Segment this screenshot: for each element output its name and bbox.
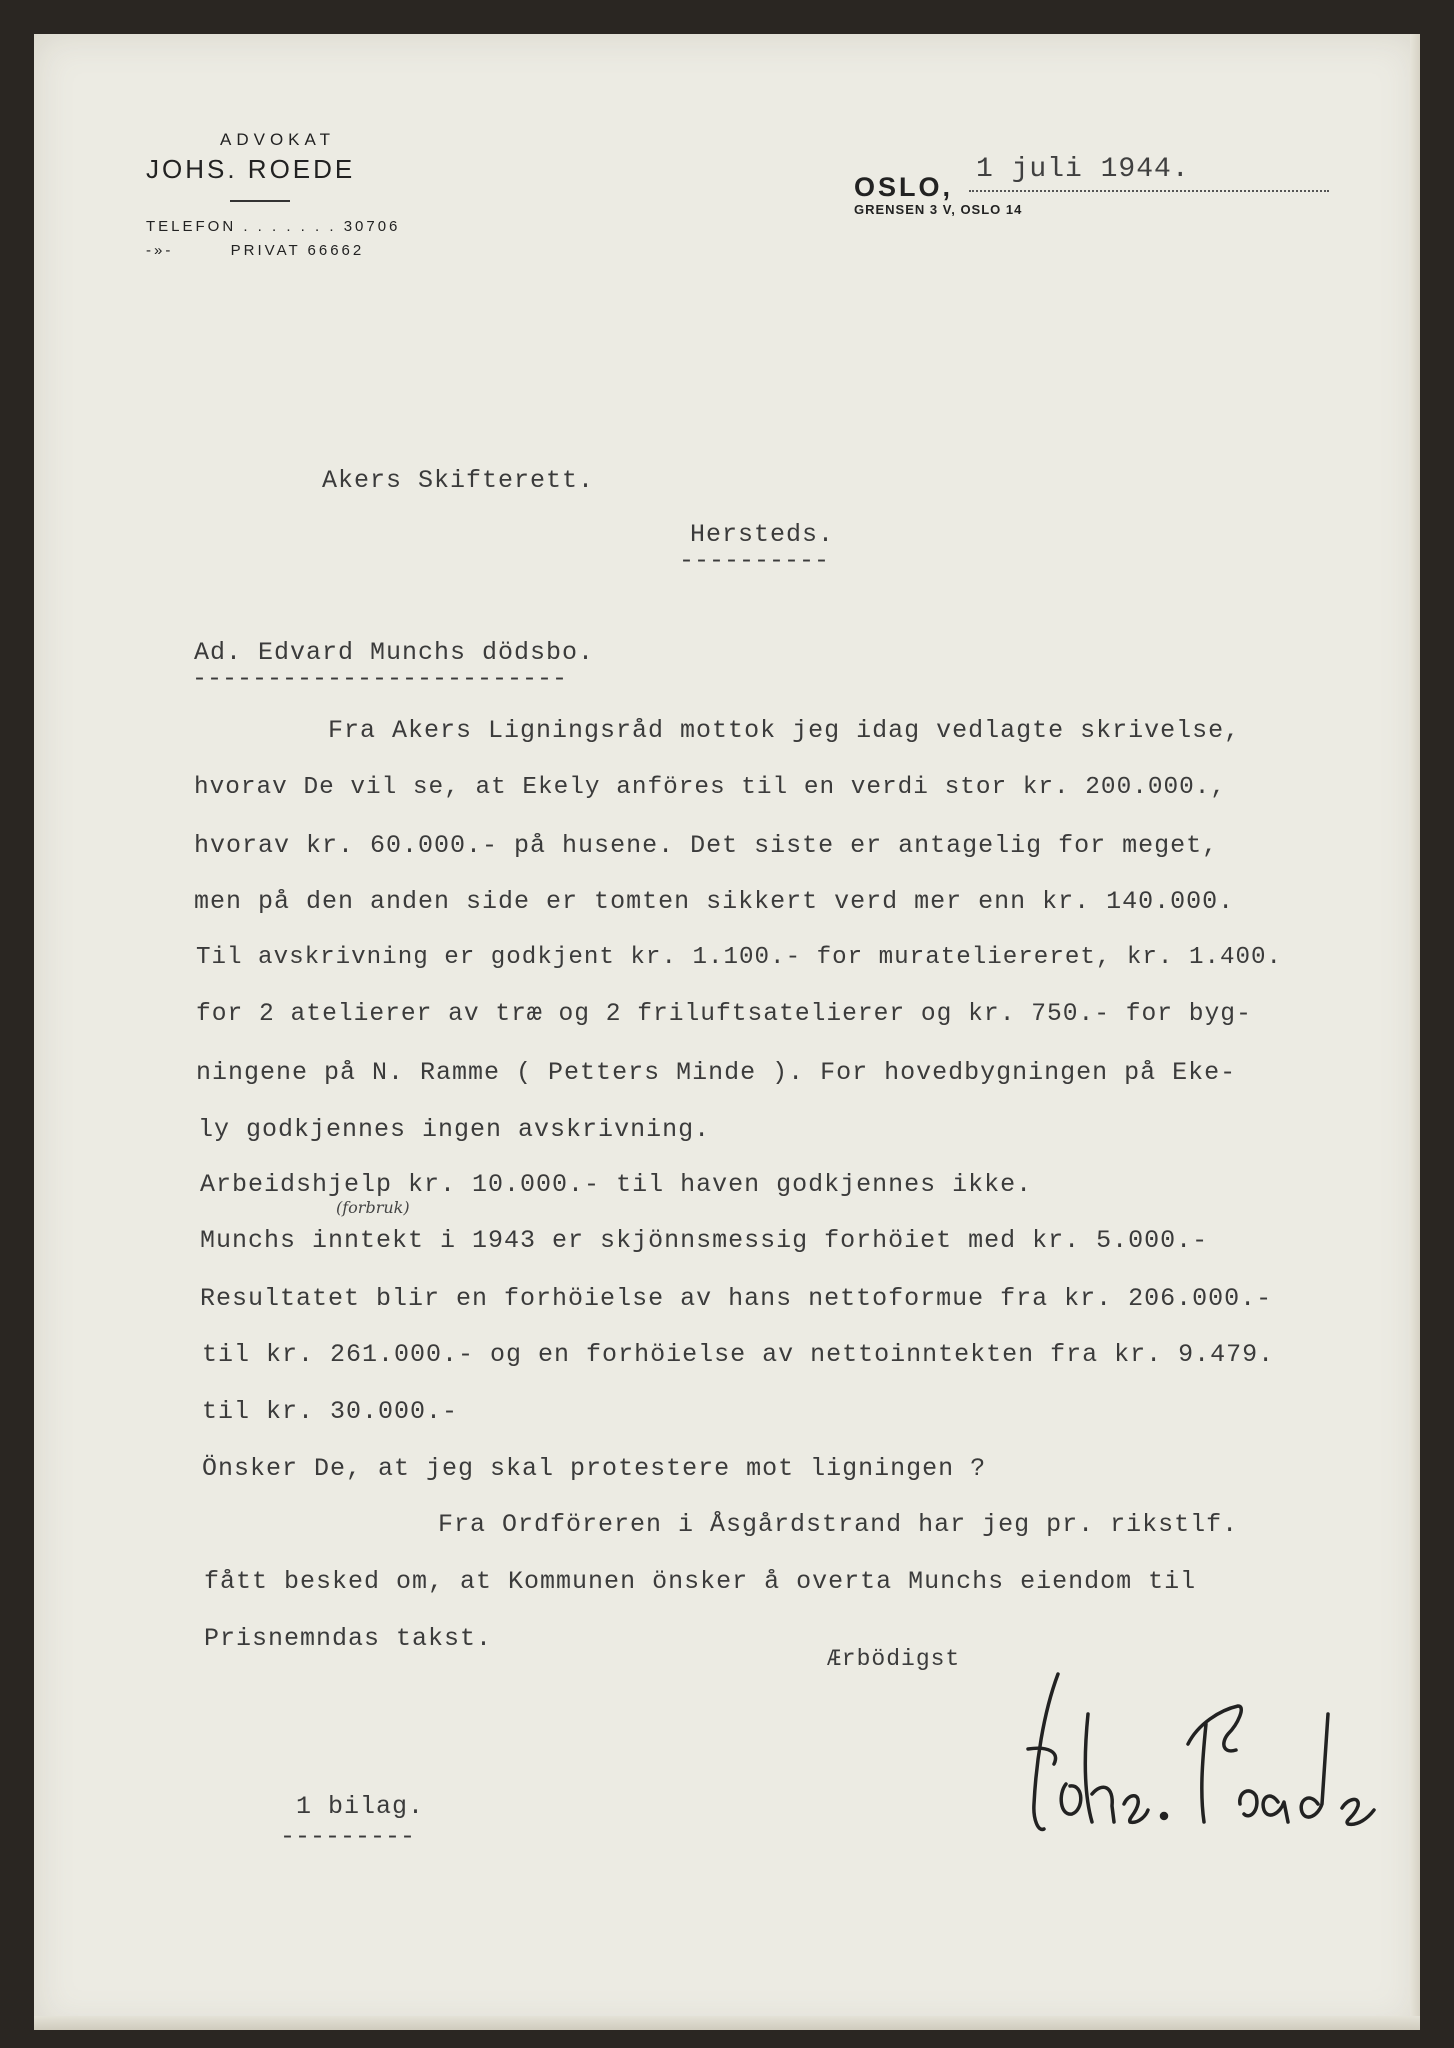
paper-edge-bottom xyxy=(34,2016,1420,2030)
place-underline: ---------- xyxy=(679,546,830,575)
body-line: Til avskrivning er godkjent kr. 1.100.- for murateliereret, kr. 1.400. xyxy=(196,944,1283,971)
body-line: ningene på N. Ramme ( Petters Minde ). For hovedbygningen på Eke- xyxy=(196,1058,1237,1087)
letterhead-title: ADVOKAT xyxy=(220,130,335,149)
body-line: ly godkjennes ingen avskrivning. xyxy=(198,1115,711,1144)
enclosure: 1 bilag. xyxy=(296,1792,425,1821)
place: Hersteds. xyxy=(690,520,835,549)
date-line xyxy=(969,190,1329,192)
letter-page xyxy=(34,34,1420,2030)
body-line: men på den anden side er tomten sikkert verd mer enn kr. 140.000. xyxy=(194,887,1235,916)
body-line: hvorav kr. 60.000.- på husene. Det siste er antagelig for meget, xyxy=(194,831,1219,860)
body-line: Munchs inntekt i 1943 er skjönnsmessig forhöiet med kr. 5.000.- xyxy=(200,1226,1209,1255)
body-line: Önsker De, at jeg skal protestere mot ligningen ? xyxy=(202,1454,987,1483)
body-line: fått besked om, at Kommunen önsker å overta Munchs eiendom til xyxy=(204,1567,1197,1596)
body-line: til kr. 261.000.- og en forhöielse av nettoinntekten fra kr. 9.479. xyxy=(202,1340,1275,1369)
handwritten-annotation: (forbruk) xyxy=(336,1198,410,1217)
signature-image xyxy=(988,1654,1428,1854)
recipient: Akers Skifterett. xyxy=(322,466,595,495)
letterhead-telefon: TELEFON . . . . . . . 30706 xyxy=(146,218,401,235)
body-line: Resultatet blir en forhöielse av hans nettoformue fra kr. 206.000.- xyxy=(200,1284,1273,1313)
body-line: Prisnemndas takst. xyxy=(204,1624,493,1653)
body-line: Arbeidshjelp kr. 10.000.- til haven godkjennes ikke. xyxy=(200,1170,1033,1199)
body-line: for 2 atelierer av træ og 2 friluftsatelierer og kr. 750.- for byg- xyxy=(196,1001,1252,1028)
body-line: til kr. 30.000.- xyxy=(202,1397,459,1426)
letterhead-address: GRENSEN 3 V, OSLO 14 xyxy=(854,202,1023,217)
body-line: hvorav De vil se, at Ekely anföres til en verdi stor kr. 200.000., xyxy=(194,774,1227,801)
letter-date: 1 juli 1944. xyxy=(976,154,1190,185)
letterhead-privat: -»- PRIVAT 66662 xyxy=(146,242,365,259)
body-line: Fra Ordföreren i Åsgårdstrand har jeg pr. rikstlf. xyxy=(438,1510,1239,1539)
subject-underline: ------------------------- xyxy=(192,664,568,693)
letterhead-city: OSLO, xyxy=(854,172,954,202)
letterhead-name: JOHS. ROEDE xyxy=(146,154,356,184)
subject-line: Ad. Edvard Munchs dödsbo. xyxy=(194,638,595,667)
body-line: Fra Akers Ligningsråd mottok jeg idag vedlagte skrivelse, xyxy=(328,716,1241,745)
letterhead-divider xyxy=(230,200,290,202)
enclosure-underline: --------- xyxy=(280,1822,416,1851)
closing: Ærbödigst xyxy=(827,1646,961,1672)
